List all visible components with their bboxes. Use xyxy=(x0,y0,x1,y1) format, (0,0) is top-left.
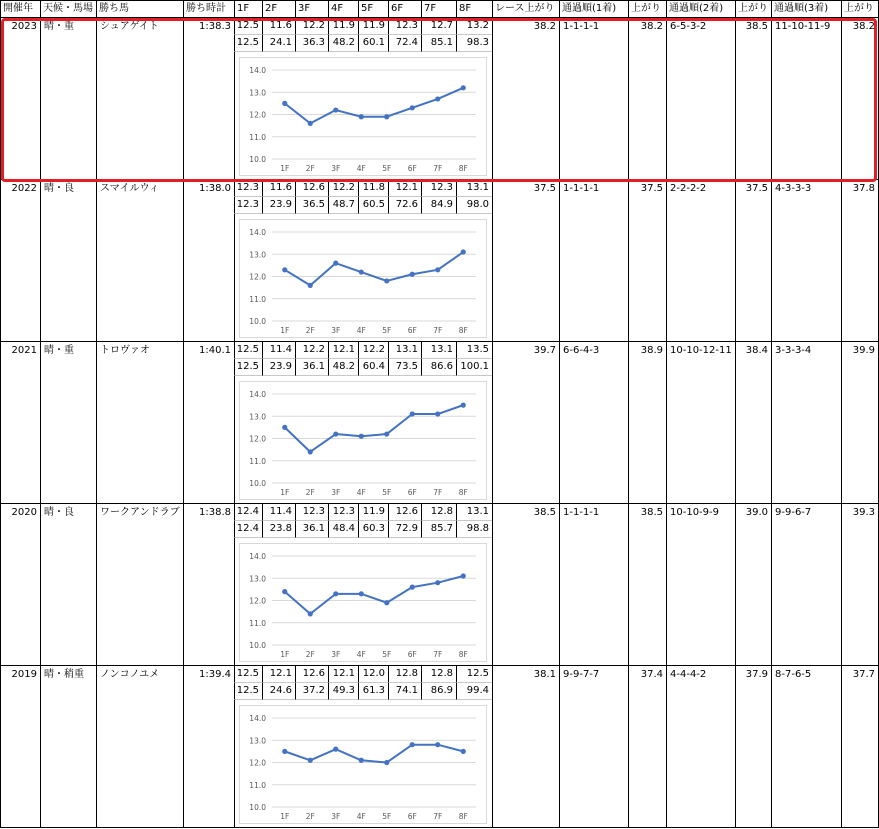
x-tick-label: 5F xyxy=(382,488,392,497)
x-tick-label: 1F xyxy=(280,488,290,497)
time-cell[interactable]: 1:39.4 xyxy=(183,666,234,828)
x-tick-label: 4F xyxy=(356,650,366,659)
cumulative-time-cell[interactable]: 36.5 xyxy=(295,197,328,214)
header-cell[interactable]: 7F xyxy=(421,0,456,18)
lap-time-point xyxy=(359,269,364,274)
last3f-1st-cell[interactable]: 37.5 xyxy=(628,180,666,342)
cumulative-time-cell[interactable]: 98.0 xyxy=(456,197,492,214)
lap-time-cell[interactable]: 13.5 xyxy=(456,342,492,359)
x-tick-label: 5F xyxy=(382,650,392,659)
lap-chart xyxy=(239,705,487,824)
y-tick-label: 13.0 xyxy=(249,412,266,422)
cumulative-time-cell[interactable]: 37.2 xyxy=(295,683,328,700)
cumulative-time-cell[interactable]: 86.9 xyxy=(421,683,456,700)
x-tick-label: 7F xyxy=(433,650,443,659)
lap-time-cell[interactable]: 11.9 xyxy=(328,18,358,35)
x-tick-label: 4F xyxy=(356,164,366,173)
x-tick-label: 3F xyxy=(331,164,341,173)
weather-cell[interactable]: 晴・重 xyxy=(40,342,96,504)
header-cell[interactable]: 勝ち馬 xyxy=(96,0,183,18)
y-tick-label: 12.0 xyxy=(249,596,266,606)
passing-order-3rd-cell[interactable]: 11-10-11-9 xyxy=(771,18,841,180)
lap-chart-svg xyxy=(240,544,488,663)
cumulative-time-cell[interactable]: 12.3 xyxy=(234,197,262,214)
lap-time-cell[interactable]: 11.9 xyxy=(358,18,388,35)
lap-time-cell[interactable]: 12.1 xyxy=(262,666,295,683)
lap-time-cell[interactable]: 13.1 xyxy=(456,504,492,521)
x-tick-label: 8F xyxy=(458,164,468,173)
header-cell[interactable]: 通過順(2着) xyxy=(666,0,735,18)
lap-time-cell[interactable]: 11.4 xyxy=(262,504,295,521)
lap-time-point xyxy=(359,114,364,119)
cumulative-time-cell[interactable]: 60.5 xyxy=(358,197,388,214)
year-cell[interactable]: 2021 xyxy=(0,342,40,504)
cumulative-time-cell[interactable]: 36.1 xyxy=(295,359,328,376)
lap-time-cell[interactable]: 12.2 xyxy=(295,18,328,35)
cumulative-time-cell[interactable]: 12.5 xyxy=(234,35,262,52)
passing-order-3rd-cell[interactable]: 8-7-6-5 xyxy=(771,666,841,828)
x-tick-label: 6F xyxy=(407,650,417,659)
cumulative-time-cell[interactable]: 48.4 xyxy=(328,521,358,538)
x-tick-label: 2F xyxy=(305,650,315,659)
last3f-2nd-cell[interactable]: 37.9 xyxy=(735,666,771,828)
lap-time-cell[interactable]: 12.6 xyxy=(295,180,328,197)
lap-time-cell[interactable]: 13.1 xyxy=(456,180,492,197)
header-cell[interactable]: 1F xyxy=(234,0,262,18)
weather-cell[interactable]: 晴・良 xyxy=(40,504,96,666)
y-tick-label: 14.0 xyxy=(249,714,266,723)
y-tick-label: 14.0 xyxy=(249,552,266,561)
lap-time-cell[interactable]: 12.3 xyxy=(234,180,262,197)
cumulative-time-cell[interactable]: 24.1 xyxy=(262,35,295,52)
lap-time-cell[interactable]: 12.0 xyxy=(358,666,388,683)
y-tick-label: 11.0 xyxy=(249,132,266,142)
x-tick-label: 2F xyxy=(305,326,315,335)
cumulative-time-cell[interactable]: 74.1 xyxy=(388,683,421,700)
lap-time-point xyxy=(410,411,415,416)
weather-cell[interactable]: 晴・重 xyxy=(40,18,96,180)
header-cell[interactable]: 上がり xyxy=(841,0,879,18)
lap-time-point xyxy=(282,749,287,754)
lap-chart-svg xyxy=(240,382,488,501)
year-cell[interactable]: 2020 xyxy=(0,504,40,666)
lap-time-cell[interactable]: 12.4 xyxy=(234,504,262,521)
lap-time-cell[interactable]: 12.5 xyxy=(234,18,262,35)
x-tick-label: 5F xyxy=(382,812,392,821)
lap-chart-svg xyxy=(240,58,488,177)
cumulative-time-cell[interactable]: 24.6 xyxy=(262,683,295,700)
cumulative-time-cell[interactable]: 85.1 xyxy=(421,35,456,52)
x-tick-label: 2F xyxy=(305,488,315,497)
y-tick-label: 13.0 xyxy=(249,736,266,746)
y-tick-label: 11.0 xyxy=(249,294,266,304)
lap-chart-svg xyxy=(240,706,488,825)
cumulative-time-cell[interactable]: 23.9 xyxy=(262,359,295,376)
lap-time-point xyxy=(461,749,466,754)
header-cell[interactable]: 8F xyxy=(456,0,492,18)
x-tick-label: 3F xyxy=(331,326,341,335)
race-last3f-cell[interactable]: 38.5 xyxy=(492,504,559,666)
lap-time-cell[interactable]: 12.8 xyxy=(421,504,456,521)
header-cell[interactable]: 上がり xyxy=(628,0,666,18)
time-cell[interactable]: 1:38.8 xyxy=(183,504,234,666)
x-tick-label: 4F xyxy=(356,326,366,335)
lap-time-cell[interactable]: 12.3 xyxy=(421,180,456,197)
lap-time-point xyxy=(308,283,313,288)
x-tick-label: 8F xyxy=(458,326,468,335)
x-tick-label: 4F xyxy=(356,488,366,497)
x-tick-label: 5F xyxy=(382,326,392,335)
passing-order-1st-cell[interactable]: 9-9-7-7 xyxy=(559,666,628,828)
cumulative-time-cell[interactable]: 23.9 xyxy=(262,197,295,214)
cumulative-time-cell[interactable]: 98.3 xyxy=(456,35,492,52)
lap-time-cell[interactable]: 11.6 xyxy=(262,18,295,35)
y-tick-label: 10.0 xyxy=(249,641,266,650)
lap-time-cell[interactable]: 12.3 xyxy=(388,18,421,35)
lap-time-cell[interactable]: 12.2 xyxy=(358,342,388,359)
passing-order-1st-cell[interactable]: 6-6-4-3 xyxy=(559,342,628,504)
y-tick-label: 13.0 xyxy=(249,574,266,584)
y-tick-label: 12.0 xyxy=(249,110,266,120)
x-tick-label: 3F xyxy=(331,488,341,497)
weather-cell[interactable]: 晴・良 xyxy=(40,180,96,342)
lap-time-cell[interactable]: 12.1 xyxy=(328,666,358,683)
x-tick-label: 4F xyxy=(356,812,366,821)
x-tick-label: 6F xyxy=(407,164,417,173)
header-cell[interactable]: 上がり xyxy=(735,0,771,18)
winner-cell[interactable]: トロヴァオ xyxy=(96,342,183,504)
race-last3f-cell[interactable]: 38.2 xyxy=(492,18,559,180)
header-cell[interactable]: 天候・馬場 xyxy=(40,0,96,18)
x-tick-label: 1F xyxy=(280,326,290,335)
winner-cell[interactable]: ノンコノユメ xyxy=(96,666,183,828)
lap-time-point xyxy=(333,431,338,436)
x-tick-label: 6F xyxy=(407,812,417,821)
last3f-3rd-cell[interactable]: 38.2 xyxy=(841,18,879,180)
y-tick-label: 10.0 xyxy=(249,479,266,488)
lap-time-cell[interactable]: 13.1 xyxy=(421,342,456,359)
last3f-1st-cell[interactable]: 37.4 xyxy=(628,666,666,828)
header-cell[interactable]: レース上がり xyxy=(492,0,559,18)
lap-time-point xyxy=(282,425,287,430)
lap-time-cell[interactable]: 12.3 xyxy=(328,504,358,521)
last3f-3rd-cell[interactable]: 37.8 xyxy=(841,180,879,342)
winner-cell[interactable]: スマイルウィ xyxy=(96,180,183,342)
lap-time-cell[interactable]: 12.8 xyxy=(388,666,421,683)
x-tick-label: 7F xyxy=(433,812,443,821)
lap-time-cell[interactable]: 11.4 xyxy=(262,342,295,359)
x-tick-label: 2F xyxy=(305,164,315,173)
passing-order-3rd-cell[interactable]: 3-3-3-4 xyxy=(771,342,841,504)
passing-order-2nd-cell[interactable]: 6-5-3-2 xyxy=(666,18,735,180)
x-tick-label: 7F xyxy=(433,488,443,497)
lap-time-point xyxy=(333,107,338,112)
x-tick-label: 3F xyxy=(331,650,341,659)
lap-time-cell[interactable]: 12.3 xyxy=(295,504,328,521)
cumulative-time-cell[interactable]: 98.8 xyxy=(456,521,492,538)
cumulative-time-cell[interactable]: 72.6 xyxy=(388,197,421,214)
lap-time-point xyxy=(384,600,389,605)
lap-time-cell[interactable]: 12.6 xyxy=(295,666,328,683)
lap-chart xyxy=(239,543,487,662)
passing-order-3rd-cell[interactable]: 4-3-3-3 xyxy=(771,180,841,342)
lap-time-cell[interactable]: 12.8 xyxy=(421,666,456,683)
lap-time-point xyxy=(384,760,389,765)
y-tick-label: 12.0 xyxy=(249,272,266,282)
passing-order-1st-cell[interactable]: 1-1-1-1 xyxy=(559,504,628,666)
header-cell[interactable]: 開催年 xyxy=(0,0,40,18)
lap-time-cell[interactable]: 12.6 xyxy=(388,504,421,521)
lap-time-cell[interactable]: 12.1 xyxy=(328,342,358,359)
last3f-3rd-cell[interactable]: 39.9 xyxy=(841,342,879,504)
header-cell[interactable]: 勝ち時計 xyxy=(183,0,234,18)
lap-time-cell[interactable]: 12.5 xyxy=(456,666,492,683)
cumulative-time-cell[interactable]: 61.3 xyxy=(358,683,388,700)
time-cell[interactable]: 1:38.3 xyxy=(183,18,234,180)
x-tick-label: 3F xyxy=(331,812,341,821)
passing-order-2nd-cell[interactable]: 4-4-4-2 xyxy=(666,666,735,828)
lap-time-point xyxy=(435,96,440,101)
lap-time-point xyxy=(410,585,415,590)
lap-time-point xyxy=(282,267,287,272)
cumulative-time-cell[interactable]: 12.5 xyxy=(234,683,262,700)
y-tick-label: 10.0 xyxy=(249,803,266,812)
lap-chart-svg xyxy=(240,220,488,339)
lap-time-series-line xyxy=(285,88,464,124)
lap-time-point xyxy=(359,591,364,596)
lap-time-cell[interactable]: 11.9 xyxy=(358,504,388,521)
lap-time-point xyxy=(410,272,415,277)
cumulative-time-cell[interactable]: 99.4 xyxy=(456,683,492,700)
cumulative-time-cell[interactable]: 73.5 xyxy=(388,359,421,376)
cumulative-time-cell[interactable]: 60.3 xyxy=(358,521,388,538)
last3f-1st-cell[interactable]: 38.2 xyxy=(628,18,666,180)
cumulative-time-cell[interactable]: 60.4 xyxy=(358,359,388,376)
passing-order-2nd-cell[interactable]: 2-2-2-2 xyxy=(666,180,735,342)
last3f-3rd-cell[interactable]: 37.7 xyxy=(841,666,879,828)
race-last3f-cell[interactable]: 37.5 xyxy=(492,180,559,342)
x-tick-label: 6F xyxy=(407,326,417,335)
lap-time-cell[interactable]: 13.1 xyxy=(388,342,421,359)
lap-time-cell[interactable]: 12.1 xyxy=(388,180,421,197)
cumulative-time-cell[interactable]: 86.6 xyxy=(421,359,456,376)
x-tick-label: 8F xyxy=(458,488,468,497)
lap-time-point xyxy=(333,591,338,596)
y-tick-label: 13.0 xyxy=(249,88,266,98)
x-tick-label: 8F xyxy=(458,650,468,659)
passing-order-1st-cell[interactable]: 1-1-1-1 xyxy=(559,18,628,180)
lap-time-point xyxy=(384,114,389,119)
lap-time-point xyxy=(308,449,313,454)
lap-time-point xyxy=(333,747,338,752)
cumulative-time-cell[interactable]: 48.2 xyxy=(328,359,358,376)
y-tick-label: 11.0 xyxy=(249,618,266,628)
last3f-2nd-cell[interactable]: 38.4 xyxy=(735,342,771,504)
lap-time-point xyxy=(435,411,440,416)
year-cell[interactable]: 2019 xyxy=(0,666,40,828)
lap-chart xyxy=(239,219,487,338)
x-tick-label: 8F xyxy=(458,812,468,821)
x-tick-label: 7F xyxy=(433,164,443,173)
race-last3f-cell[interactable]: 38.1 xyxy=(492,666,559,828)
cumulative-time-cell[interactable]: 12.5 xyxy=(234,359,262,376)
lap-time-cell[interactable]: 12.2 xyxy=(295,342,328,359)
cumulative-time-cell[interactable]: 100.1 xyxy=(456,359,492,376)
y-tick-label: 13.0 xyxy=(249,250,266,260)
passing-order-1st-cell[interactable]: 1-1-1-1 xyxy=(559,180,628,342)
time-cell[interactable]: 1:40.1 xyxy=(183,342,234,504)
x-tick-label: 7F xyxy=(433,326,443,335)
winner-cell[interactable]: シュアゲイト xyxy=(96,18,183,180)
lap-time-point xyxy=(435,267,440,272)
header-cell[interactable]: 5F xyxy=(358,0,388,18)
lap-time-point xyxy=(359,758,364,763)
lap-time-cell[interactable]: 12.2 xyxy=(328,180,358,197)
header-cell[interactable]: 6F xyxy=(388,0,421,18)
year-cell[interactable]: 2023 xyxy=(0,18,40,180)
lap-time-point xyxy=(461,573,466,578)
cumulative-time-cell[interactable]: 49.3 xyxy=(328,683,358,700)
lap-time-point xyxy=(308,611,313,616)
y-tick-label: 10.0 xyxy=(249,317,266,326)
lap-time-cell[interactable]: 12.7 xyxy=(421,18,456,35)
y-tick-label: 14.0 xyxy=(249,66,266,75)
lap-time-cell[interactable]: 13.2 xyxy=(456,18,492,35)
y-tick-label: 11.0 xyxy=(249,456,266,466)
last3f-1st-cell[interactable]: 38.5 xyxy=(628,504,666,666)
header-cell[interactable]: 3F xyxy=(295,0,328,18)
y-tick-label: 11.0 xyxy=(249,780,266,790)
y-tick-label: 12.0 xyxy=(249,758,266,768)
lap-time-point xyxy=(461,85,466,90)
time-cell[interactable]: 1:38.0 xyxy=(183,180,234,342)
cumulative-time-cell[interactable]: 23.8 xyxy=(262,521,295,538)
lap-time-point xyxy=(384,431,389,436)
lap-time-cell[interactable]: 11.8 xyxy=(358,180,388,197)
y-tick-label: 10.0 xyxy=(249,155,266,164)
header-cell[interactable]: 通過順(1着) xyxy=(559,0,628,18)
header-cell[interactable]: 4F xyxy=(328,0,358,18)
cumulative-time-cell[interactable]: 36.3 xyxy=(295,35,328,52)
header-cell[interactable]: 通過順(3着) xyxy=(771,0,841,18)
cumulative-time-cell[interactable]: 60.1 xyxy=(358,35,388,52)
passing-order-2nd-cell[interactable]: 10-10-12-11 xyxy=(666,342,735,504)
winner-cell[interactable]: ワークアンドラブ xyxy=(96,504,183,666)
header-cell[interactable]: 2F xyxy=(262,0,295,18)
cumulative-time-cell[interactable]: 48.2 xyxy=(328,35,358,52)
last3f-2nd-cell[interactable]: 38.5 xyxy=(735,18,771,180)
lap-time-point xyxy=(308,121,313,126)
lap-time-point xyxy=(308,758,313,763)
last3f-3rd-cell[interactable]: 39.3 xyxy=(841,504,879,666)
passing-order-2nd-cell[interactable]: 10-10-9-9 xyxy=(666,504,735,666)
x-tick-label: 2F xyxy=(305,812,315,821)
x-tick-label: 1F xyxy=(280,812,290,821)
race-last3f-cell[interactable]: 39.7 xyxy=(492,342,559,504)
lap-time-point xyxy=(282,101,287,106)
lap-time-point xyxy=(282,589,287,594)
passing-order-3rd-cell[interactable]: 9-9-6-7 xyxy=(771,504,841,666)
last3f-2nd-cell[interactable]: 39.0 xyxy=(735,504,771,666)
lap-time-point xyxy=(333,261,338,266)
year-cell[interactable]: 2022 xyxy=(0,180,40,342)
lap-time-point xyxy=(461,249,466,254)
x-tick-label: 1F xyxy=(280,164,290,173)
x-tick-label: 5F xyxy=(382,164,392,173)
cumulative-time-cell[interactable]: 84.9 xyxy=(421,197,456,214)
cumulative-time-cell[interactable]: 36.1 xyxy=(295,521,328,538)
lap-time-cell[interactable]: 11.6 xyxy=(262,180,295,197)
cumulative-time-cell[interactable]: 48.7 xyxy=(328,197,358,214)
y-tick-label: 14.0 xyxy=(249,228,266,237)
weather-cell[interactable]: 晴・稍重 xyxy=(40,666,96,828)
lap-time-point xyxy=(384,278,389,283)
lap-time-point xyxy=(461,403,466,408)
lap-chart xyxy=(239,381,487,500)
cumulative-time-cell[interactable]: 72.4 xyxy=(388,35,421,52)
lap-time-point xyxy=(410,105,415,110)
lap-chart xyxy=(239,57,487,176)
cumulative-time-cell[interactable]: 85.7 xyxy=(421,521,456,538)
lap-time-point xyxy=(359,434,364,439)
lap-time-cell[interactable]: 12.5 xyxy=(234,342,262,359)
lap-time-point xyxy=(410,742,415,747)
x-tick-label: 1F xyxy=(280,650,290,659)
cumulative-time-cell[interactable]: 72.9 xyxy=(388,521,421,538)
last3f-1st-cell[interactable]: 38.9 xyxy=(628,342,666,504)
lap-time-point xyxy=(435,742,440,747)
cumulative-time-cell[interactable]: 12.4 xyxy=(234,521,262,538)
lap-time-point xyxy=(435,580,440,585)
y-tick-label: 14.0 xyxy=(249,390,266,399)
last3f-2nd-cell[interactable]: 37.5 xyxy=(735,180,771,342)
y-tick-label: 12.0 xyxy=(249,434,266,444)
x-tick-label: 6F xyxy=(407,488,417,497)
lap-time-cell[interactable]: 12.5 xyxy=(234,666,262,683)
